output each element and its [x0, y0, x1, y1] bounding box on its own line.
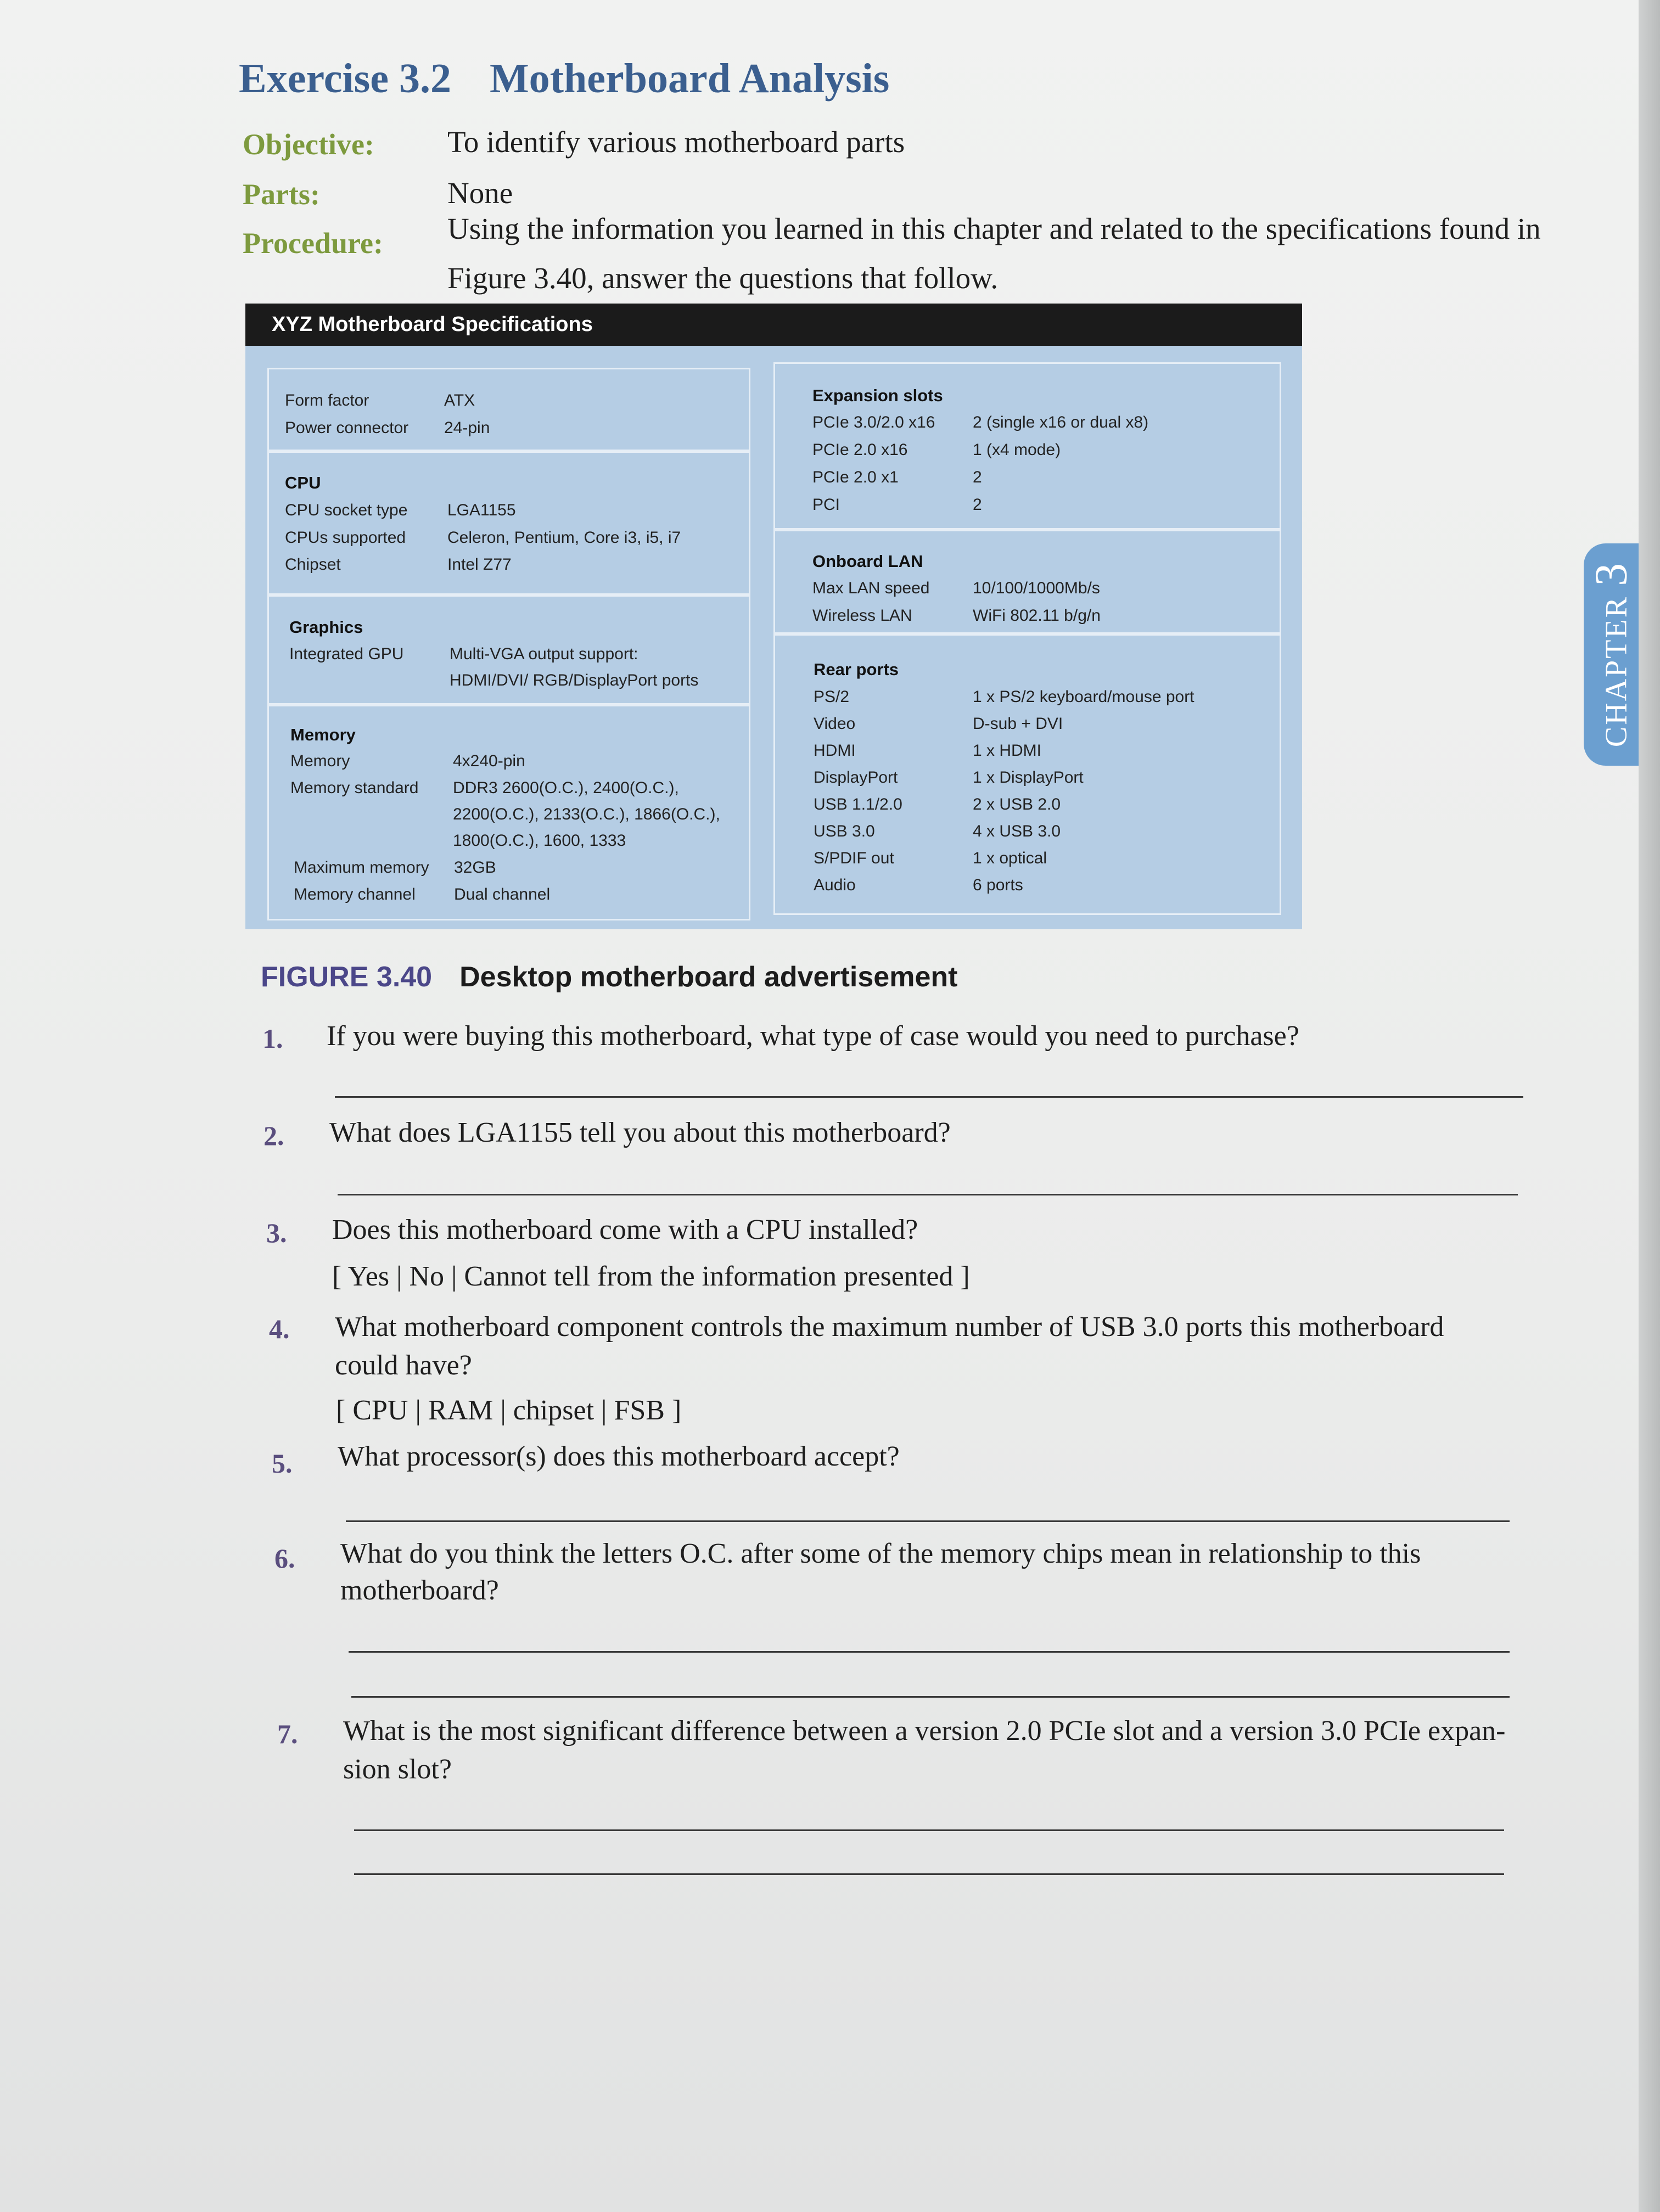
answer-line-7a[interactable]: [354, 1829, 1504, 1831]
power-connector-key: Power connector: [285, 419, 409, 437]
chapter-word: CHAPTER: [1599, 595, 1634, 748]
memory-channel-value: Dual channel: [454, 885, 551, 903]
expansion-value-1: 2 (single x16 or dual x8): [973, 413, 1149, 431]
expansion-key-4: PCI: [812, 496, 840, 514]
question-6-text-line-2: motherboard?: [340, 1575, 499, 1606]
question-4-number: 4.: [269, 1313, 290, 1344]
cpus-supported-key: CPUs supported: [285, 529, 406, 547]
spec-header: XYZ Motherboard Specifications: [245, 304, 1302, 346]
rear-key-6: USB 3.0: [814, 822, 875, 840]
question-4-options: [ CPU | RAM | chipset | FSB ]: [336, 1395, 682, 1426]
exercise-number: Exercise 3.2: [239, 55, 451, 102]
memory-channel-key: Memory channel: [294, 885, 416, 903]
answer-line-6a[interactable]: [349, 1651, 1510, 1653]
answer-line-7b[interactable]: [354, 1873, 1504, 1875]
question-1-text: If you were buying this motherboard, what type of case would you need to purchase?: [327, 1020, 1299, 1052]
rear-heading: Rear ports: [814, 660, 899, 679]
expansion-heading: Expansion slots: [812, 386, 943, 405]
expansion-key-2: PCIe 2.0 x16: [812, 441, 908, 459]
question-4-text-line-1: What motherboard component controls the maximum number of USB 3.0 ports this motherboard: [335, 1311, 1444, 1343]
answer-line-2[interactable]: [338, 1194, 1518, 1195]
chipset-value: Intel Z77: [447, 555, 512, 574]
rear-value-1: 1 x PS/2 keyboard/mouse port: [973, 688, 1194, 706]
question-3-number: 3.: [266, 1217, 287, 1248]
integrated-gpu-key: Integrated GPU: [289, 645, 404, 663]
lan-heading: Onboard LAN: [812, 552, 923, 571]
exercise-name: Motherboard Analysis: [489, 55, 890, 102]
rear-key-8: Audio: [814, 876, 856, 894]
procedure-text: Using the information you learned in this chapter and related to the specifications found in Figure 3.40, answer the questions that follow.: [447, 212, 1541, 295]
rear-value-2: D-sub + DVI: [973, 715, 1063, 733]
memory-heading: Memory: [290, 725, 356, 744]
rear-value-5: 2 x USB 2.0: [973, 795, 1061, 813]
rear-key-3: HDMI: [814, 742, 856, 760]
question-6-text-line-1: What do you think the letters O.C. after some of the memory chips mean in relationship to this: [340, 1538, 1421, 1569]
question-4-text-line-2: could have?: [335, 1350, 472, 1381]
question-7-number: 7.: [277, 1719, 298, 1749]
cpus-supported-value: Celeron, Pentium, Core i3, i5, i7: [447, 529, 681, 547]
question-3-options: [ Yes | No | Cannot tell from the information presented ]: [332, 1261, 970, 1292]
memory-standard-key: Memory standard: [290, 779, 419, 797]
integrated-gpu-line-1: Multi-VGA output support:: [450, 645, 638, 663]
rear-key-1: PS/2: [814, 688, 850, 706]
expansion-value-2: 1 (x4 mode): [973, 441, 1061, 459]
figure-caption: [261, 961, 957, 993]
question-5-number: 5.: [272, 1448, 293, 1479]
question-7-text-line-1: What is the most significant difference between a version 2.0 PCIe slot and a version 3.0 PCIe expan-: [343, 1715, 1506, 1747]
expansion-value-4: 2: [973, 496, 982, 514]
lan-key-1: Max LAN speed: [812, 579, 930, 597]
question-7-text-line-2: sion slot?: [343, 1754, 452, 1785]
question-3-text: Does this motherboard come with a CPU installed?: [332, 1214, 918, 1245]
objective-label: Objective:: [243, 128, 374, 161]
graphics-heading: Graphics: [289, 617, 363, 637]
question-2-number: 2.: [263, 1120, 284, 1151]
rear-value-8: 6 ports: [973, 876, 1023, 894]
answer-line-5[interactable]: [346, 1520, 1510, 1522]
answer-line-1[interactable]: [335, 1096, 1523, 1098]
memory-standard-line-3: 1800(O.C.), 1600, 1333: [453, 832, 626, 850]
form-factor-key: Form factor: [285, 391, 369, 409]
form-factor-value: ATX: [444, 391, 475, 409]
memory-key: Memory: [290, 752, 350, 770]
lan-value-2: WiFi 802.11 b/g/n: [973, 607, 1101, 625]
figure-number: FIGURE 3.40: [261, 961, 433, 993]
power-connector-value: 24-pin: [444, 419, 490, 437]
figure-title: Desktop motherboard advertisement: [459, 961, 958, 993]
memory-standard-line-2: 2200(O.C.), 2133(O.C.), 1866(O.C.),: [453, 805, 720, 823]
objective-value: To identify various motherboard parts: [447, 125, 905, 159]
rear-value-3: 1 x HDMI: [973, 742, 1042, 760]
question-1-number: 1.: [262, 1023, 283, 1054]
rear-key-4: DisplayPort: [814, 768, 898, 787]
parts-value: None: [447, 176, 513, 210]
expansion-key-3: PCIe 2.0 x1: [812, 468, 899, 486]
rear-value-7: 1 x optical: [973, 849, 1047, 867]
cpu-heading: CPU: [285, 473, 321, 492]
max-memory-key: Maximum memory: [294, 858, 429, 877]
chipset-key: Chipset: [285, 555, 341, 574]
question-5-text: What processor(s) does this motherboard accept?: [338, 1441, 900, 1472]
question-2-text: What does LGA1155 tell you about this motherboard?: [329, 1117, 951, 1148]
question-6-number: 6.: [274, 1543, 295, 1574]
rear-value-6: 4 x USB 3.0: [973, 822, 1061, 840]
chapter-number: 3: [1585, 561, 1637, 586]
expansion-key-1: PCIe 3.0/2.0 x16: [812, 413, 935, 431]
chapter-tab-label: [1585, 562, 1638, 747]
rear-value-4: 1 x DisplayPort: [973, 768, 1084, 787]
memory-standard-line-1: DDR3 2600(O.C.), 2400(O.C.),: [453, 779, 679, 797]
rear-key-2: Video: [814, 715, 856, 733]
cpu-socket-value: LGA1155: [447, 501, 516, 519]
page-edge: [1639, 0, 1660, 2212]
lan-key-2: Wireless LAN: [812, 607, 912, 625]
answer-line-6b[interactable]: [351, 1696, 1510, 1698]
rear-key-7: S/PDIF out: [814, 849, 894, 867]
spec-advertisement: [245, 304, 1302, 929]
integrated-gpu-line-2: HDMI/DVI/ RGB/DisplayPort ports: [450, 671, 699, 689]
procedure-label: Procedure:: [243, 227, 383, 260]
exercise-title: [239, 55, 889, 103]
parts-label: Parts:: [243, 178, 320, 211]
rear-key-5: USB 1.1/2.0: [814, 795, 902, 813]
memory-value: 4x240-pin: [453, 752, 525, 770]
cpu-socket-key: CPU socket type: [285, 501, 408, 519]
max-memory-value: 32GB: [454, 858, 496, 877]
expansion-value-3: 2: [973, 468, 982, 486]
lan-value-1: 10/100/1000Mb/s: [973, 579, 1100, 597]
